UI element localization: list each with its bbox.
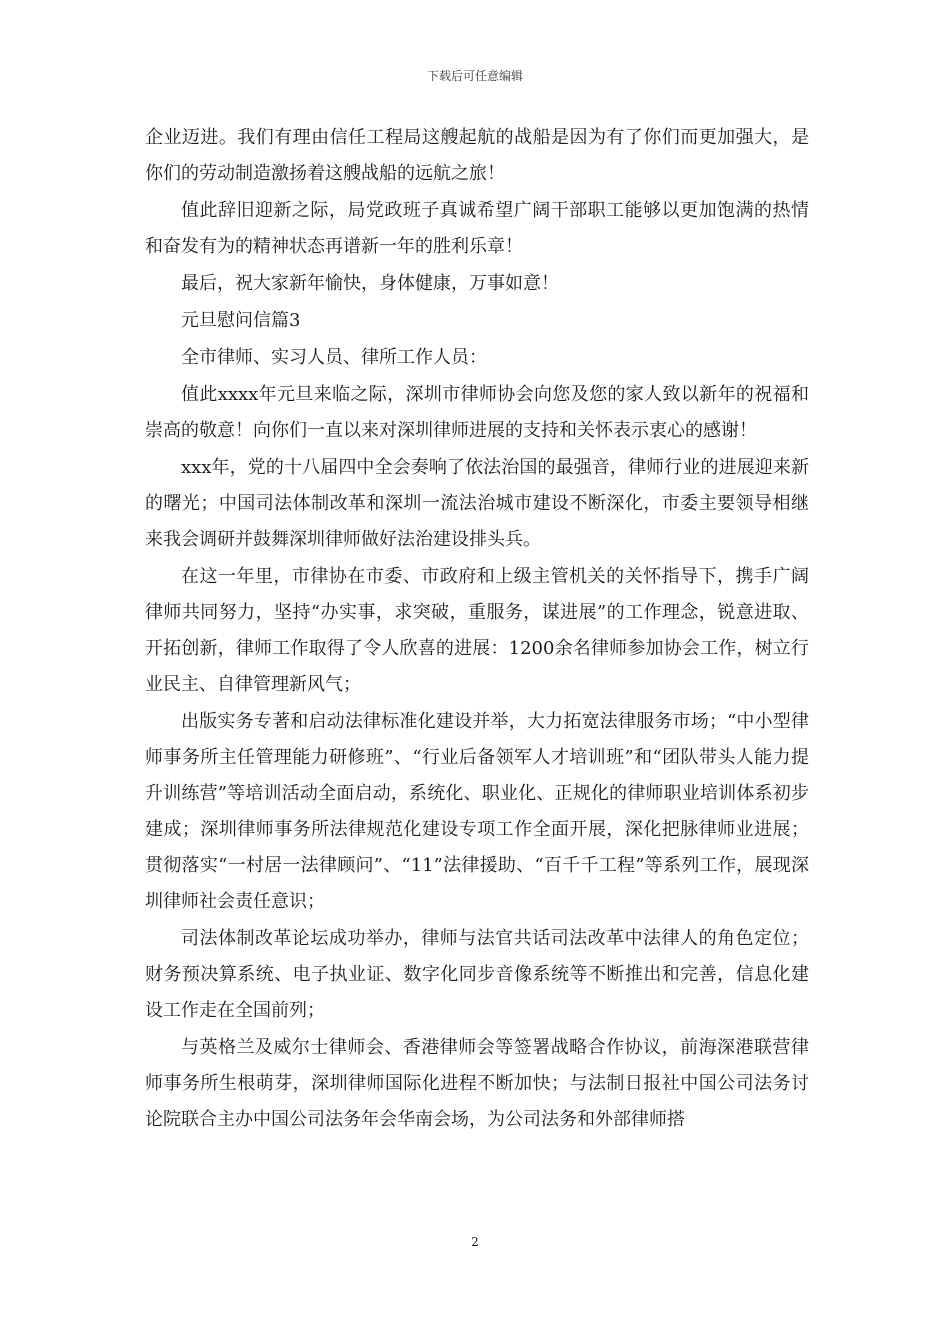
document-body <box>145 120 809 1139</box>
paragraph: 出版实务专著和启动法律标准化建设并举，大力拓宽法律服务市场；“中小型律师事务所主任管理能力研修班”、“行业后备领军人才培训班”和“团队带头人能力提升训练营”等培训活动全面启动，系统化、职业化、正规化的律师职业培训体系初步建成；深圳律师事务所法律规范化建设专项工作全面开展，深化把脉律师业进展；贯彻落实“一村居一法律顾问”、“11”法律援助、“百千千工程”等系列工作，展现深圳律师社会责任意识； <box>145 711 809 912</box>
paragraph: 值此辞旧迎新之际，局党政班子真诚希望广阔干部职工能够以更加饱满的热情和奋发有为的精神状态再谱新一年的胜利乐章！ <box>145 200 809 257</box>
section-title: 元旦慰问信篇3 <box>181 310 301 331</box>
paragraph: 最后，祝大家新年愉快，身体健康，万事如意！ <box>181 273 559 294</box>
page-header: 下载后可任意编辑 <box>426 69 523 83</box>
paragraph: 企业迈进。我们有理由信任工程局这艘起航的战船是因为有了你们而更加强大，是你们的劳动制造激扬着这艘战船的远航之旅！ <box>145 127 809 184</box>
salutation: 全市律师、实习人员、律所工作人员： <box>181 347 487 368</box>
paragraph: 值此xxxx年元旦来临之际，深圳市律师协会向您及您的家人致以新年的祝福和崇高的敬意！向你们一直以来对深圳律师进展的支持和关怀表示衷心的感谢！ <box>145 384 809 441</box>
paragraph: xxx年，党的十八届四中全会奏响了依法治国的最强音，律师行业的进展迎来新的曙光；中国司法体制改革和深圳一流法治城市建设不断深化，市委主要领导相继来我会调研并鼓舞深圳律师做好法治建设排头兵。 <box>145 457 809 550</box>
paragraph: 司法体制改革论坛成功举办，律师与法官共话司法改革中法律人的角色定位；财务预决算系统、电子执业证、数字化同步音像系统等不断推出和完善，信息化建设工作走在全国前列； <box>145 928 809 1021</box>
page-number: 2 <box>471 1235 479 1249</box>
paragraph: 在这一年里，市律协在市委、市政府和上级主管机关的关怀指导下，携手广阔律师共同努力，坚持“办实事，求突破，重服务，谋进展”的工作理念，锐意进取、开拓创新，律师工作取得了令人欣喜的进展：1200余名律师参加协会工作，树立行业民主、自律管理新风气； <box>145 566 809 695</box>
paragraph: 与英格兰及威尔士律师会、香港律师会等签署战略合作协议，前海深港联营律师事务所生根萌芽，深圳律师国际化进程不断加快；与法制日报社中国公司法务讨论院联合主办中国公司法务年会华南会场，为公司法务和外部律师搭 <box>145 1037 809 1130</box>
